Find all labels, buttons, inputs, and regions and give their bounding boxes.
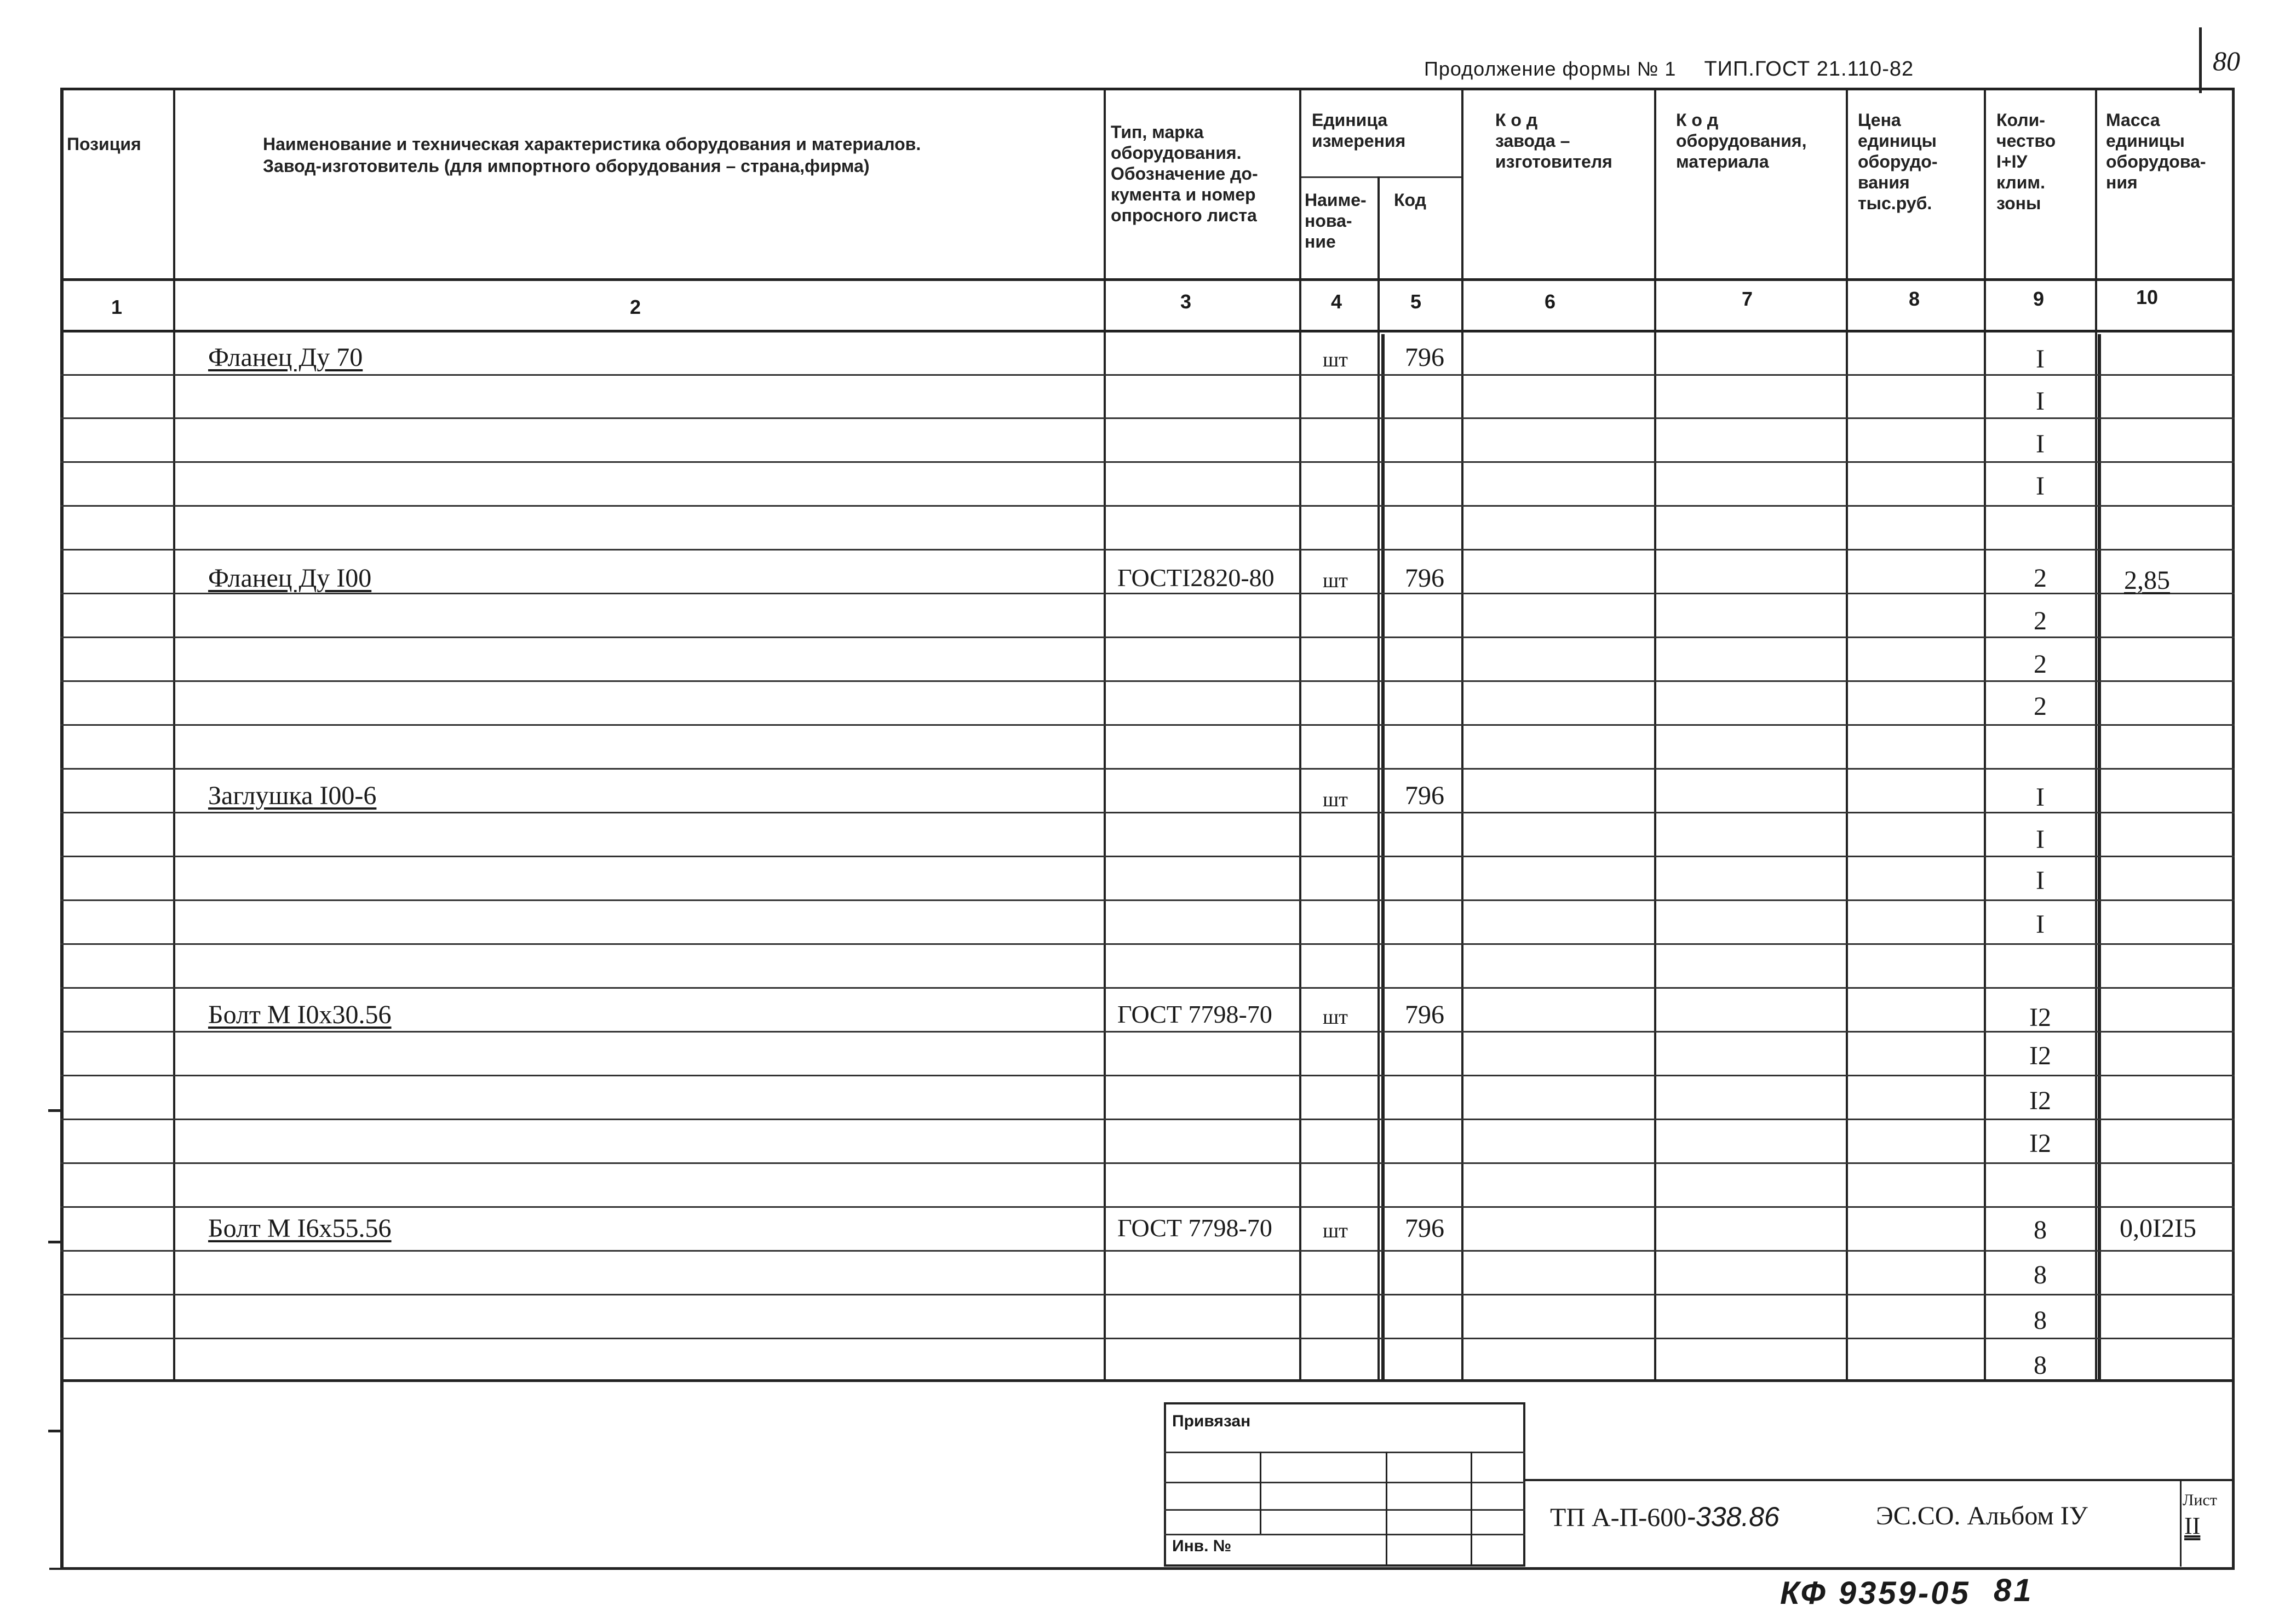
item-unit: шт <box>1323 788 1348 811</box>
archive-number: 81 <box>1994 1573 2034 1608</box>
row-line <box>60 768 2235 770</box>
row-line <box>60 461 2235 463</box>
sheet-number: II <box>2184 1512 2201 1539</box>
margin-mark <box>48 1109 64 1112</box>
bold-divider <box>1381 334 1385 1380</box>
bold-divider <box>2098 334 2101 1380</box>
stamp-divider <box>1386 1452 1387 1567</box>
item-mass: 2,85 <box>2124 566 2170 595</box>
col-divider <box>173 88 175 1380</box>
item-type: ГОСТ 7798-70 <box>1117 1214 1272 1242</box>
row-line <box>60 417 2235 419</box>
item-quantity: 2 <box>2034 692 2047 721</box>
item-quantity: I <box>2036 783 2045 812</box>
item-quantity: I2 <box>2029 1041 2051 1070</box>
sheet-label: Лист <box>2183 1491 2217 1509</box>
item-quantity: I2 <box>2029 1086 2051 1115</box>
col-divider <box>1104 88 1106 1380</box>
item-unit: шт <box>1323 1219 1348 1242</box>
item-name: Фланец Ду 70 <box>208 343 363 372</box>
margin-mark <box>48 1430 64 1432</box>
row-line <box>60 593 2235 594</box>
column-number: 4 <box>1330 290 1342 313</box>
item-type: ГОСТI2820-80 <box>1117 564 1275 592</box>
item-quantity: 8 <box>2034 1351 2047 1380</box>
item-quantity: I <box>2036 387 2045 416</box>
form-standard: ТИП.ГОСТ 21.110-82 <box>1704 58 1914 81</box>
row-line <box>60 943 2235 945</box>
item-quantity: 8 <box>2034 1306 2047 1335</box>
column-number: 7 <box>1741 288 1753 310</box>
header-factory-code: К о д завода – изготовителя <box>1495 110 1612 171</box>
column-number: 1 <box>111 296 123 318</box>
column-number: 3 <box>1180 290 1192 313</box>
item-quantity: 2 <box>2034 650 2047 679</box>
col-divider <box>1846 88 1848 1380</box>
item-code: 796 <box>1405 781 1444 810</box>
item-code: 796 <box>1405 343 1444 372</box>
item-name: Заглушка I00-6 <box>208 781 377 810</box>
col-divider <box>1654 88 1656 1380</box>
column-number: 8 <box>1908 288 1920 310</box>
item-quantity: I <box>2036 825 2045 854</box>
column-number: 10 <box>2136 286 2159 308</box>
row-line <box>60 1294 2235 1295</box>
item-quantity: I2 <box>2029 1129 2051 1158</box>
row-line <box>60 1338 2235 1339</box>
row-line <box>60 1162 2235 1164</box>
stamp-divider <box>1260 1452 1261 1534</box>
row-line <box>60 1075 2235 1076</box>
header-divider <box>60 278 2235 281</box>
row-line <box>60 637 2235 638</box>
item-mass: 0,0I2I5 <box>2120 1214 2196 1243</box>
header-equipment-code: К о д оборудования, материала <box>1676 110 1807 171</box>
col-divider <box>1461 88 1463 1380</box>
col-divider <box>1377 176 1380 1380</box>
item-code: 796 <box>1405 1214 1444 1243</box>
row-line <box>60 812 2235 813</box>
row-line <box>60 1206 2235 1208</box>
item-quantity: 2 <box>2034 606 2047 635</box>
unit-group-divider <box>1299 176 1463 178</box>
item-quantity: I <box>2036 345 2045 374</box>
inv-label: Инв. № <box>1172 1537 1232 1555</box>
column-number: 9 <box>2033 288 2045 310</box>
item-code: 796 <box>1405 1000 1444 1029</box>
row-line <box>60 987 2235 989</box>
row-line <box>60 1119 2235 1120</box>
header-mass: Масса единицы оборудова- ния <box>2106 110 2206 192</box>
item-quantity: 8 <box>2034 1260 2047 1289</box>
column-number-divider <box>60 330 2235 332</box>
attached-label: Привязан <box>1172 1412 1251 1430</box>
margin-mark <box>48 1241 64 1243</box>
item-name: Болт М I6х55.56 <box>208 1214 392 1243</box>
column-number: 5 <box>1410 290 1422 313</box>
page-bottom-line <box>49 1568 2235 1570</box>
form-continuation <box>1424 58 1914 81</box>
row-line <box>60 1250 2235 1252</box>
doc-code: ТП А-П-600-338.86 <box>1550 1501 1780 1532</box>
doc-code-handwritten: -338.86 <box>1686 1501 1780 1532</box>
item-type: ГОСТ 7798-70 <box>1117 1000 1272 1028</box>
header-quantity: Коли- чество I+IУ клим. зоны <box>1996 110 2056 213</box>
column-number: 2 <box>629 296 641 318</box>
item-name: Болт М I0х30.56 <box>208 1000 392 1029</box>
row-line <box>60 374 2235 376</box>
header-name-line2: Завод-изготовитель (для импортного оборудования – страна,фирма) <box>263 156 870 176</box>
col-divider <box>1299 88 1301 1380</box>
item-unit: шт <box>1323 569 1348 592</box>
col-divider <box>2095 88 2097 1380</box>
page-number-divider <box>2199 27 2202 93</box>
item-quantity: I2 <box>2029 1003 2051 1032</box>
item-quantity: 8 <box>2034 1215 2047 1245</box>
row-line <box>60 549 2235 551</box>
column-number: 6 <box>1544 290 1556 313</box>
col-divider <box>1984 88 1986 1380</box>
row-line <box>60 856 2235 857</box>
stamp-divider <box>1471 1452 1472 1567</box>
item-quantity: I <box>2036 472 2045 501</box>
row-line <box>60 1031 2235 1033</box>
item-quantity: I <box>2036 910 2045 939</box>
header-price: Цена единицы оборудо- вания тыс.руб. <box>1858 110 1938 213</box>
row-line <box>60 899 2235 901</box>
item-quantity: 2 <box>2034 564 2047 593</box>
archive-code: КФ 9359-05 <box>1780 1575 1971 1611</box>
table-bottom-line <box>60 1379 2235 1382</box>
header-position: Позиция <box>67 134 141 154</box>
item-unit: шт <box>1323 348 1348 371</box>
header-name-line1: Наименование и техническая характеристика оборудования и материалов. <box>263 134 921 154</box>
header-unit-name: Наиме- нова- ние <box>1305 190 1367 251</box>
row-line <box>60 680 2235 682</box>
header-unit-group: Единица измерения <box>1312 110 1406 151</box>
item-code: 796 <box>1405 564 1444 593</box>
page-number: 80 <box>2213 45 2240 76</box>
item-unit: шт <box>1323 1006 1348 1029</box>
header-type: Тип, марка оборудования. Обозначение до- кумента и номер опросного листа <box>1111 122 1258 225</box>
header-unit-code: Код <box>1394 190 1426 210</box>
item-quantity: I <box>2036 866 2045 895</box>
title-block-line <box>1525 1479 2232 1481</box>
album-label: ЭС.СО. Альбом IУ <box>1876 1501 2088 1530</box>
row-line <box>60 505 2235 507</box>
continuation-text: Продолжение формы № 1 <box>1424 58 1677 80</box>
sheet-divider <box>2180 1479 2182 1567</box>
row-line <box>60 724 2235 726</box>
item-name: Фланец Ду I00 <box>208 564 372 593</box>
item-quantity: I <box>2036 429 2045 458</box>
